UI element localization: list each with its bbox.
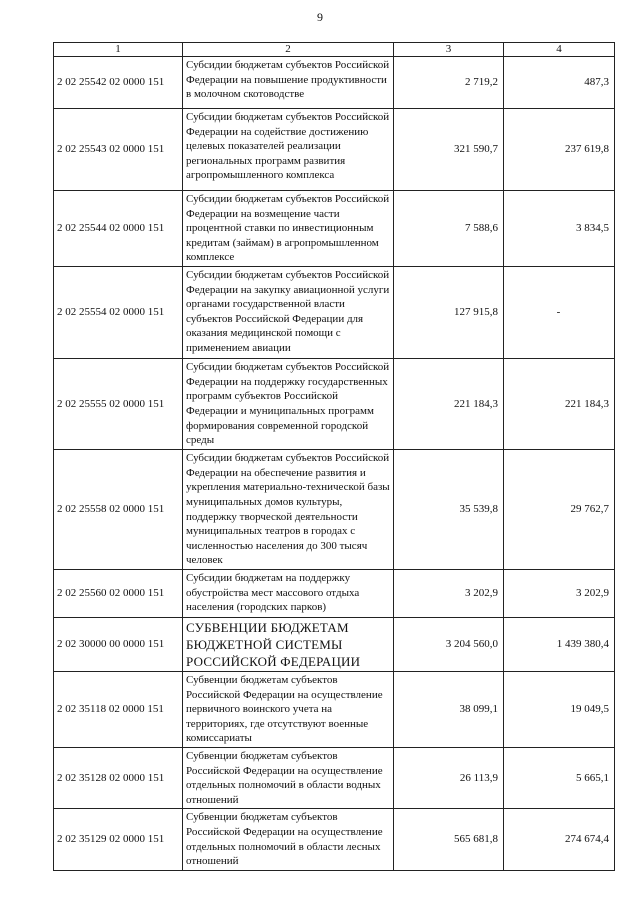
column-header: 2 — [183, 43, 394, 57]
row-description: Субвенции бюджетам субъектов Российской Федерации на осуществление первичного воинского учета на территориях, где отсутствуют военные комиссариаты — [183, 671, 394, 747]
value-column-4: 5 665,1 — [504, 747, 615, 808]
budget-code: 2 02 35128 02 0000 151 — [54, 747, 183, 808]
value-column-3: 35 539,8 — [394, 449, 504, 569]
value-column-4: 19 049,5 — [504, 671, 615, 747]
budget-code: 2 02 25543 02 0000 151 — [54, 109, 183, 191]
table-row — [54, 569, 615, 617]
column-header: 3 — [394, 43, 504, 57]
table-row — [54, 57, 615, 109]
value-column-4: 487,3 — [504, 57, 615, 109]
value-column-3: 26 113,9 — [394, 747, 504, 808]
table-row — [54, 109, 615, 191]
value-column-4: 1 439 380,4 — [504, 617, 615, 671]
budget-code: 2 02 25542 02 0000 151 — [54, 57, 183, 109]
budget-code: 2 02 25560 02 0000 151 — [54, 569, 183, 617]
table-header-row — [54, 43, 615, 57]
value-column-3: 2 719,2 — [394, 57, 504, 109]
value-column-3: 221 184,3 — [394, 358, 504, 449]
budget-code: 2 02 25555 02 0000 151 — [54, 358, 183, 449]
value-column-3: 321 590,7 — [394, 109, 504, 191]
budget-code: 2 02 25558 02 0000 151 — [54, 449, 183, 569]
value-column-3: 38 099,1 — [394, 671, 504, 747]
value-column-3: 565 681,8 — [394, 809, 504, 870]
table-row — [54, 747, 615, 808]
value-column-4: 3 202,9 — [504, 569, 615, 617]
table-row — [54, 671, 615, 747]
row-description: Субсидии бюджетам на поддержку обустройства мест массового отдыха населения (городских парков) — [183, 569, 394, 617]
row-description: Субсидии бюджетам субъектов Российской Федерации на повышение продуктивности в молочном скотоводстве — [183, 57, 394, 109]
value-column-4: 237 619,8 — [504, 109, 615, 191]
table-row — [54, 191, 615, 267]
value-column-3: 127 915,8 — [394, 266, 504, 358]
value-column-3: 3 204 560,0 — [394, 617, 504, 671]
budget-code: 2 02 30000 00 0000 151 — [54, 617, 183, 671]
row-description: Субвенции бюджетам субъектов Российской Федерации на осуществление отдельных полномочий в области лесных отношений — [183, 809, 394, 870]
section-title: СУБВЕНЦИИ БЮДЖЕТАМ БЮДЖЕТНОЙ СИСТЕМЫ РОССИЙСКОЙ ФЕДЕРАЦИИ — [183, 617, 394, 671]
column-header: 1 — [54, 43, 183, 57]
value-column-3: 7 588,6 — [394, 191, 504, 267]
row-description: Субсидии бюджетам субъектов Российской Федерации на закупку авиационной услуги органами государственной власти субъектов Российской Федерации для оказания медицинской помощи с применением авиации — [183, 266, 394, 358]
table-row — [54, 266, 615, 358]
row-description: Субсидии бюджетам субъектов Российской Федерации на обеспечение развития и укрепления материально-технической базы муниципальных домов культуры, поддержку творческой деятельности муниципальных театров в городах с численностью населения до 300 тысяч человек — [183, 449, 394, 569]
value-column-4: 3 834,5 — [504, 191, 615, 267]
table-row — [54, 449, 615, 569]
row-description: Субсидии бюджетам субъектов Российской Федерации на возмещение части процентной ставки по инвестиционным кредитам (займам) в агропромышленном комплексе — [183, 191, 394, 267]
budget-code: 2 02 35118 02 0000 151 — [54, 671, 183, 747]
value-column-4: 221 184,3 — [504, 358, 615, 449]
budget-code: 2 02 25554 02 0000 151 — [54, 266, 183, 358]
table-row — [54, 809, 615, 870]
page-number: 9 — [317, 10, 323, 24]
budget-code: 2 02 35129 02 0000 151 — [54, 809, 183, 870]
row-description: Субсидии бюджетам субъектов Российской Федерации на содействие достижению целевых показателей реализации региональных программ развития агропромышленного комплекса — [183, 109, 394, 191]
value-column-4: - — [504, 266, 615, 358]
row-description: Субсидии бюджетам субъектов Российской Федерации на поддержку государственных программ субъектов Российской Федерации и муниципальных программ формирования современной городской среды — [183, 358, 394, 449]
budget-code: 2 02 25544 02 0000 151 — [54, 191, 183, 267]
budget-table — [53, 42, 615, 871]
value-column-4: 29 762,7 — [504, 449, 615, 569]
table-row — [54, 358, 615, 449]
value-column-4: 274 674,4 — [504, 809, 615, 870]
row-description: Субвенции бюджетам субъектов Российской Федерации на осуществление отдельных полномочий в области водных отношений — [183, 747, 394, 808]
column-header: 4 — [504, 43, 615, 57]
value-column-3: 3 202,9 — [394, 569, 504, 617]
section-row — [54, 617, 615, 671]
